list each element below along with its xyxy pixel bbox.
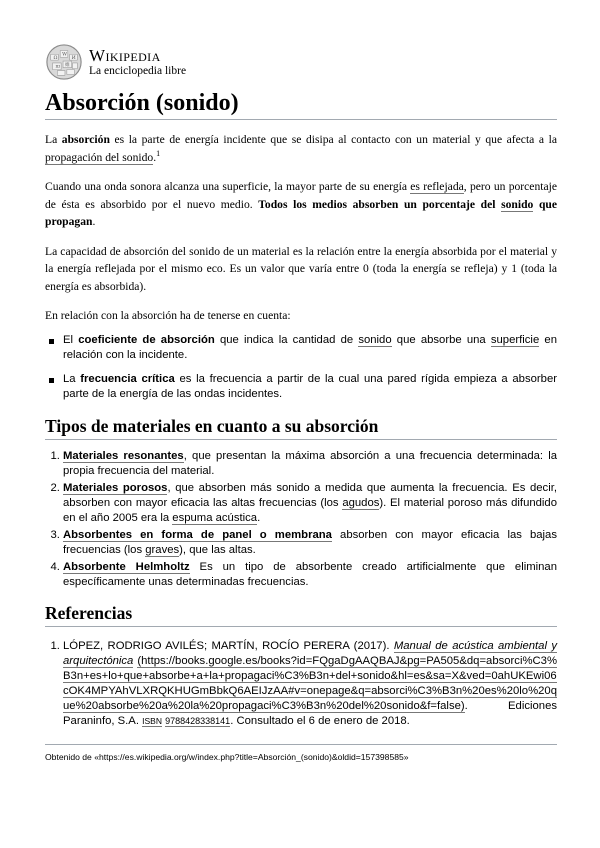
references-list [45,639,557,729]
paragraph-reflection: Cuando una onda sonora alcanza una superficie, la mayor parte de su energía es reflejada, pero un porcentaje de ésta es absorbido por el nuevo medio. Todos los medios absorben un porcentaje del sonido que propagan. [45,180,557,228]
link-superficie[interactable]: superficie [490,333,540,346]
link-sonido[interactable]: sonido [501,197,534,211]
list-item: 1. Materiales resonantes, que presentan la máxima absorción a una frecuencia determinada: la propia frecuencia del material. [63,449,557,479]
paragraph-considerations: En relación con la absorción ha de tenerse en cuenta: [45,309,291,322]
intro-paragraph: La absorción es la parte de energía incidente que se disipa al contacto con un material y que afecta a la propagación del sonido.$^1$ [45,133,557,164]
svg-text:維: 維 [64,62,70,68]
term-absorcion: absorción [61,133,110,146]
link-sonido-2[interactable]: sonido [358,333,392,346]
wordmark-title: Wikipedia [89,45,161,65]
wikipedia-globe-icon [45,43,83,81]
link-isbn-number[interactable]: 9788428338141 [165,715,231,726]
reference-item: 1. LÓPEZ, RODRIGO AVILÉS; MARTÍN, ROCÍO PERERA (2017). Manual de acústica ambiental y arquitectónica (https://books.google.es/books?id=FQgaDgAAQBAJ&pg=PA505&dq=absorci%C3%B3n+es+lo+que+absorbe+a+la+propagaci%C3%B3n+del+sonido&hl=es&sa=X&ved=0ahUKEwi06cOK4MPYAhVLXRQKHUGmBbkQ6AEIJzAA#v=onepage&q=absorci%C3%B3n%20es%20lo%20que%20absorbe%20a%20la%20propagaci%C3%B3n%20del%20sonido&f=false). Ediciones Paraninfo, S.A. ISBN 9788428338141. Consultado el 6 de enero de 2018. [63,639,557,729]
link-es-reflejada[interactable]: es reflejada [410,180,464,193]
link-propagacion-sonido[interactable]: propagación del sonido [45,150,154,164]
svg-text:ш: ш [55,64,60,70]
wikipedia-logo[interactable] [45,42,557,82]
link-materiales-porosos[interactable]: Materiales porosos [63,481,168,494]
svg-text:W: W [62,52,67,58]
link-reference-title[interactable]: Manual de acústica ambiental y arquitectónica [63,639,557,667]
section-heading-tipos: Tipos de materiales en cuanto a su absorción [45,415,557,440]
link-graves[interactable]: graves [145,543,180,556]
paragraph-capacity: La capacidad de absorción del sonido de un material es la relación entre la energía absorbida por el material y la energía reflejada por el mismo eco. Es un valor que varía entre 0 (toda la energía se refleja) y 1 (toda la energía es absorbida). [45,244,557,293]
link-absorbente-helmholtz[interactable]: Absorbente Helmholtz [63,560,190,573]
link-reference-url[interactable]: (https://books.google.es/books?id=FQgaDgAAQBAJ&pg=PA505&dq=absorci%C3%B3n+es+lo+que+absorbe+a+la+propagaci%C3%B3n+del+sonido&hl=es&sa=X&ved=0ahUKEwi06cOK4MPYAhVLXRQKHUGmBbkQ6AEIJzAA#v=onepage&q=absorci%C3%B3n%20es%20lo%20que%20absorbe%20a%20la%20propagaci%C3%B3n%20del%20sonido&f=false) [63,654,557,712]
list-item: El coeficiente de absorción que indica la cantidad de sonido que absorbe una superficie en relación con la incidente. [63,333,557,361]
link-agudos[interactable]: agudos [342,496,380,509]
considerations-list [45,333,557,402]
list-item: 4. Absorbente Helmholtz Es un tipo de absorbente creado artificialmente que eliminan específicamente unas determinadas frecuencias. [63,560,557,590]
wordmark-tagline: La enciclopedia libre [89,64,187,77]
link-materiales-resonantes[interactable]: Materiales resonantes [63,449,184,462]
list-item: La frecuencia crítica es la frecuencia a partir de la cual una pared rígida empieza a absorber parte de la energía de las ondas incidentes. [63,372,557,400]
article-page [45,42,557,763]
section-heading-referencias: Referencias [45,602,557,627]
list-item: 2. Materiales porosos, que absorben más sonido a medida que aumenta la frecuencia. Es decir, absorben con mayor eficacia las altas frecuencias (los agudos). El material poroso más difundido en el año 2005 era la espuma acústica. [63,481,557,526]
list-item: 3. Absorbentes en forma de panel o membrana absorben con mayor eficacia las bajas frecuencias (los graves), que las altas. [63,528,557,558]
page-title: Absorción (sonido) [45,89,557,120]
reference-marker[interactable]: 1 [156,148,161,158]
link-isbn-label[interactable]: ISBN [142,715,162,726]
link-absorbentes-panel[interactable]: Absorbentes en forma de panel o membrana [63,528,332,541]
svg-text:Ω: Ω [53,56,58,62]
footer-source: Obtenido de «https://es.wikipedia.org/w/index.php?title=Absorción_(sonido)&oldid=157398585» [45,744,557,763]
svg-text:И: И [71,56,76,62]
material-types-list [45,449,557,590]
link-espuma-acustica[interactable]: espuma acústica [172,511,258,524]
